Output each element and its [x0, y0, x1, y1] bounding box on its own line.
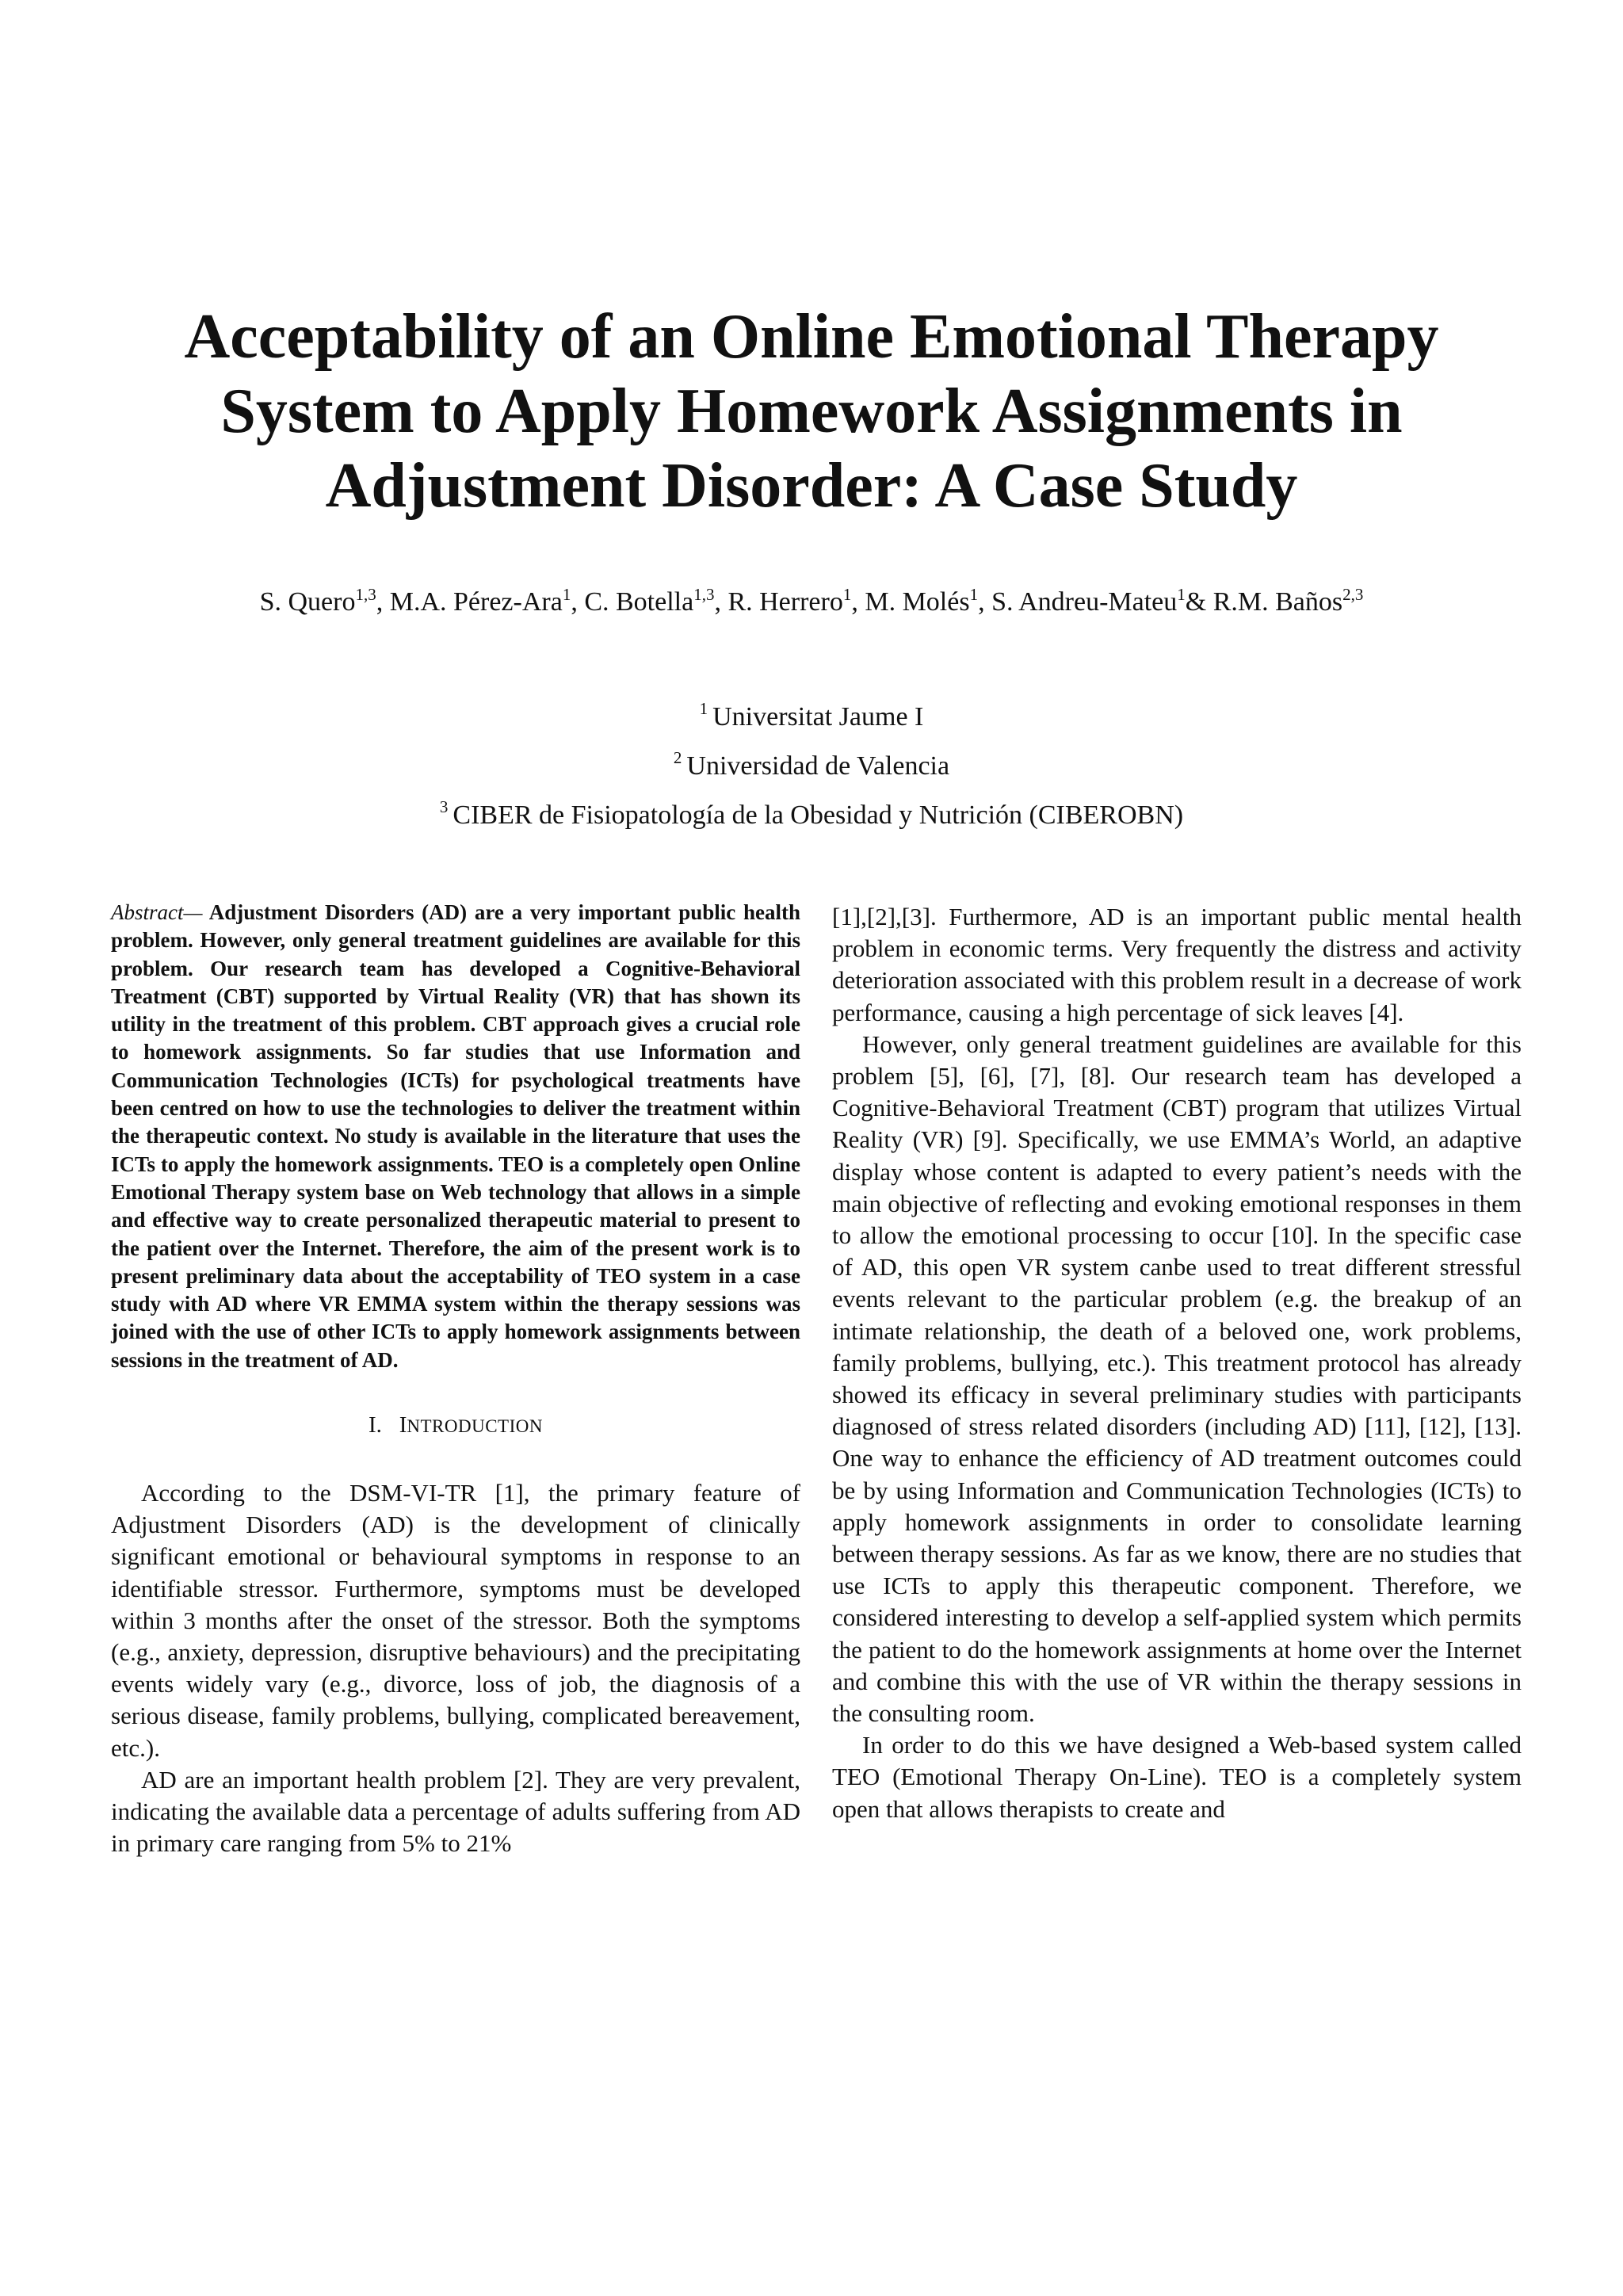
author: R. Herrero$^1$, [727, 585, 865, 617]
right-column [832, 901, 1522, 1825]
author: S. Quero$^{1,3}$, [259, 585, 390, 617]
title-line-1: Acceptability of an Online Emotional Therapy [184, 302, 1439, 372]
author: M.A. Pérez-Ara$^1$, [389, 585, 585, 617]
affiliation: $^2$ Universidad de Valencia [673, 748, 950, 781]
section-heading-introduction: I. INTRODUCTION [369, 1412, 543, 1438]
abstract-text: Adjustment Disorders (AD) are a very important public health problem. However, only general treatment guidelines are available for this problem. Our research team has developed a Cognitive-Behavioral Treatment (CBT) supported by Virtual Reality (VR) that has shown its utility in the treatment of this problem. CBT approach gives a crucial role to homework assignments. So far studies that use Information and Communication Technologies (ICTs) for psychological treatments have been centred on how to use the technologies to deliver the treatment within the therapeutic context. No study is available in the literature that uses the ICTs to apply the homework assignments. TEO is a completely open Online Emotional Therapy system base on Web technology that allows in a simple and effective way to create personalized therapeutic material to present to the patient over the Internet. Therefore, the aim of the present work is to present preliminary data about the acceptability of TEO system in a case study with AD where VR EMMA system within the therapy sessions was joined with the use of other ICTs to apply homework assignments between sessions in the treatment of AD. [111, 900, 800, 1372]
affiliation: $^1$ Universitat Jaume I [699, 699, 924, 732]
abstract [111, 899, 800, 1374]
affiliation-list [79, 693, 1544, 840]
title-line-3: Adjustment Disorder: A Case Study [325, 451, 1298, 521]
author-list [79, 585, 1544, 620]
author: M. Molés$^1$, [865, 585, 992, 617]
paragraph: In order to do this we have designed a Web-based system called TEO (Emotional Therapy On-Line). TEO is a completely system open that allows therapists to create and [832, 1731, 1522, 1823]
affiliation: $^3$ CIBER de Fisiopatología de la Obesidad y Nutrición (CIBEROBN) [439, 797, 1184, 830]
author: S. Andreu-Mateu$^1$& [991, 585, 1213, 617]
paragraph: AD are an important health problem [2]. They are very prevalent, indicating the available data a percentage of adults suffering from AD in primary care ranging from 5% to 21% [111, 1765, 800, 1858]
paragraph: However, only general treatment guidelines are available for this problem [5], [6], [7], [8]. Our research team has developed a Cognitive-Behavioral Treatment (CBT) program that utilizes Virtual Reality (VR) [9]. Specifically, we use EMMA’s World, an adaptive display whose content is adapted to every patient’s needs with the main objective of reflecting and evoking emotional responses in them to allow the emotional processing to occur [10]. In the specific case of AD, this open VR system canbe used to treat different stressful events relevant to the particular problem (e.g. the breakup of an intimate relationship, the death of a beloved one, work problems, family problems, bullying, etc.). This treatment protocol has already showed its efficacy in several preliminary studies with participants diagnosed of stress related disorders (including AD) [11], [12], [13]. One way to enhance the efficiency of AD treatment outcomes could be by using Information and Communication Technologies (ICTs) to apply homework assignments in order to consolidate learning between therapy sessions. As far as we know, there are no studies that use ICTs to apply this therapeutic component. Therefore, we considered interesting to develop a self-applied system which permits the patient to do the homework assignments at home over the Internet and combine this with the use of VR within the therapy sessions in the consulting room. [832, 1030, 1522, 1728]
title-line-2: System to Apply Homework Assignments in [220, 376, 1403, 446]
paragraph: [1],[2],[3]. Furthermore, AD is an important public mental health problem in economic terms. Very frequently the distress and activity deterioration associated with this problem result in a decrease of work performance, causing a high percentage of sick leaves [4]. [832, 903, 1522, 1026]
author: C. Botella$^{1,3}$, [584, 585, 728, 617]
abstract-lead: Abstract— [111, 900, 203, 924]
paragraph: According to the DSM-VI-TR [1], the primary feature of Adjustment Disorders (AD) is the development of clinically significant emotional or behavioural symptoms in response to an identifiable stressor. Furthermore, symptoms must be developed within 3 months after the onset of the stressor. Both the symptoms (e.g., anxiety, depression, disruptive behaviours) and the precipitating events widely vary (e.g., divorce, loss of job, the diagnosis of a serious disease, family problems, bullying, complicated bereavement, etc.). [111, 1479, 800, 1762]
paper-title [119, 300, 1504, 523]
left-column [111, 899, 800, 1859]
author: R.M. Baños$^{2,3}$ [1212, 585, 1364, 617]
